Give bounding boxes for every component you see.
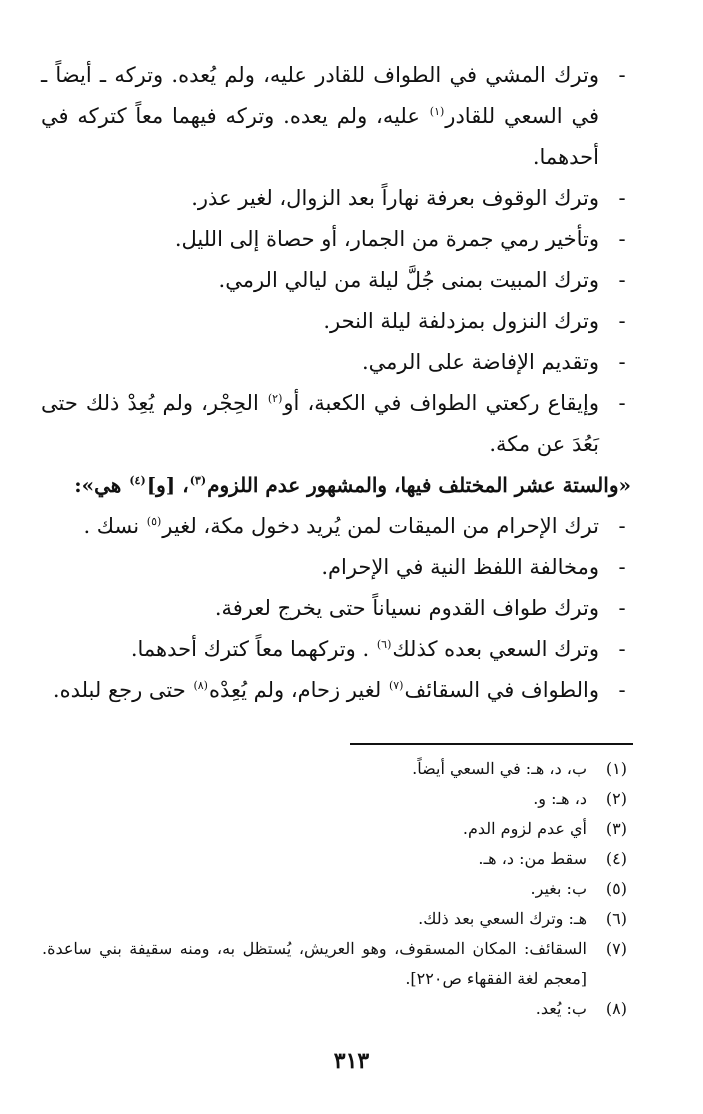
footnote-separator [350, 743, 633, 745]
list-item [41, 342, 631, 383]
footnote-number: (٥) [605, 879, 627, 898]
item-text: وترك الوقوف بعرفة نهاراً بعد الزوال، لغير عذر. [191, 186, 599, 210]
item-text: . وتركهما معاً كترك أحدهما. [130, 637, 370, 661]
footnote-number: (٦) [605, 909, 627, 928]
footnote-ref: (٨) [193, 679, 208, 692]
item-text: ومخالفة اللفظ النية في الإحرام. [321, 555, 599, 579]
footnote [42, 844, 627, 874]
footnote-ref: (٢) [267, 392, 283, 405]
footnote-ref: (١) [429, 105, 445, 118]
footnote [42, 934, 627, 994]
footnote-number: (٧) [605, 939, 627, 958]
footnote-number: (٣) [605, 819, 627, 838]
list-item [41, 506, 631, 547]
footnote-text: د، هـ: و. [533, 789, 587, 808]
item-text: لغير زحام، ولم يُعِدْه [208, 678, 382, 702]
heading-text: هي»: [74, 473, 122, 497]
list-item [41, 547, 631, 588]
item-text: وترك المبيت بمنى جُلَّ ليلة من ليالي الرمي. [218, 268, 599, 292]
list-dash: - [618, 391, 626, 415]
footnote-number: (٤) [605, 849, 627, 868]
footnotes [42, 754, 627, 1024]
item-text: والطواف في السقائف [404, 678, 599, 702]
item-text: الحِجْر، ولم يُعِدْ ذلك حتى بَعُدَ عن مكة. [41, 391, 599, 456]
footnote-text: ب، د، هـ: في السعي أيضاً. [412, 759, 587, 778]
footnote [42, 904, 627, 934]
item-text: وإيقاع ركعتي الطواف في الكعبة، أو [283, 391, 599, 415]
item-text: وترك طواف القدوم نسياناً حتى يخرج لعرفة. [214, 596, 599, 620]
footnote-ref: (٣) [189, 474, 207, 488]
footnote-number: (٢) [605, 789, 627, 808]
list-dash: - [618, 596, 626, 620]
list-item [41, 383, 631, 465]
list-item [41, 260, 631, 301]
list-dash: - [618, 678, 626, 702]
footnote-ref: (٧) [388, 679, 404, 692]
item-text: وترك النزول بمزدلفة ليلة النحر. [323, 309, 599, 333]
item-text: وتقديم الإفاضة على الرمي. [361, 350, 599, 374]
footnote-number: (١) [605, 759, 627, 778]
list-item [41, 178, 631, 219]
section-heading [41, 465, 631, 506]
footnote-text: ب: يُعد. [535, 999, 587, 1018]
footnote-text: أي عدم لزوم الدم. [462, 819, 587, 838]
footnote-ref: (٥) [146, 515, 162, 528]
list-dash: - [618, 309, 626, 333]
list-dash: - [618, 350, 626, 374]
footnote [42, 874, 627, 904]
footnote [42, 784, 627, 814]
heading-text: «والستة عشر المختلف فيها، والمشهور عدم اللزوم [207, 473, 631, 497]
item-text: عليه، ولم يعده. وتركه فيهما معاً كتركه في أحدهما. [41, 104, 599, 169]
main-text [41, 55, 631, 711]
list-dash: - [618, 637, 626, 661]
item-text: وترك المشي في الطواف للقادر عليه، ولم يُعده. وتركه ـ أيضاً ـ في السعي للقادر [41, 63, 600, 128]
footnote-text: هـ: وترك السعي بعد ذلك. [418, 909, 587, 928]
footnote-ref: (٤) [129, 474, 146, 488]
footnote-ref: (٦) [376, 638, 392, 651]
list-item [41, 588, 631, 629]
list-item [41, 670, 631, 711]
footnote [42, 814, 627, 844]
heading-text: ، [و] [146, 473, 189, 497]
list-dash: - [618, 555, 626, 579]
footnote-text: ب: بغير. [530, 879, 587, 898]
footnote-number: (٨) [605, 999, 627, 1018]
list-dash: - [618, 186, 626, 210]
page-number: ٣١٣ [333, 1048, 370, 1074]
item-text: نسك . [83, 514, 140, 538]
footnote [42, 994, 627, 1024]
list-item [41, 219, 631, 260]
list-item [41, 55, 631, 178]
list-dash: - [618, 63, 626, 87]
footnote [42, 754, 627, 784]
item-text: وترك السعي بعده كذلك [392, 637, 599, 661]
list-dash: - [618, 514, 626, 538]
item-text: ترك الإحرام من الميقات لمن يُريد دخول مكة، لغير [162, 514, 599, 538]
list-item [41, 629, 631, 670]
list-item [41, 301, 631, 342]
list-dash: - [618, 227, 626, 251]
footnote-text: السقائف: المكان المسقوف، وهو العريش، يُستظل به، ومنه سقيفة بني ساعدة. [معجم لغة الفقهاء ص٢٢٠]. [42, 939, 587, 988]
footnote-text: سقط من: د، هـ. [478, 849, 587, 868]
item-text: حتى رجع لبلده. [52, 678, 186, 702]
item-text: وتأخير رمي جمرة من الجمار، أو حصاة إلى الليل. [174, 227, 599, 251]
list-dash: - [618, 268, 626, 292]
